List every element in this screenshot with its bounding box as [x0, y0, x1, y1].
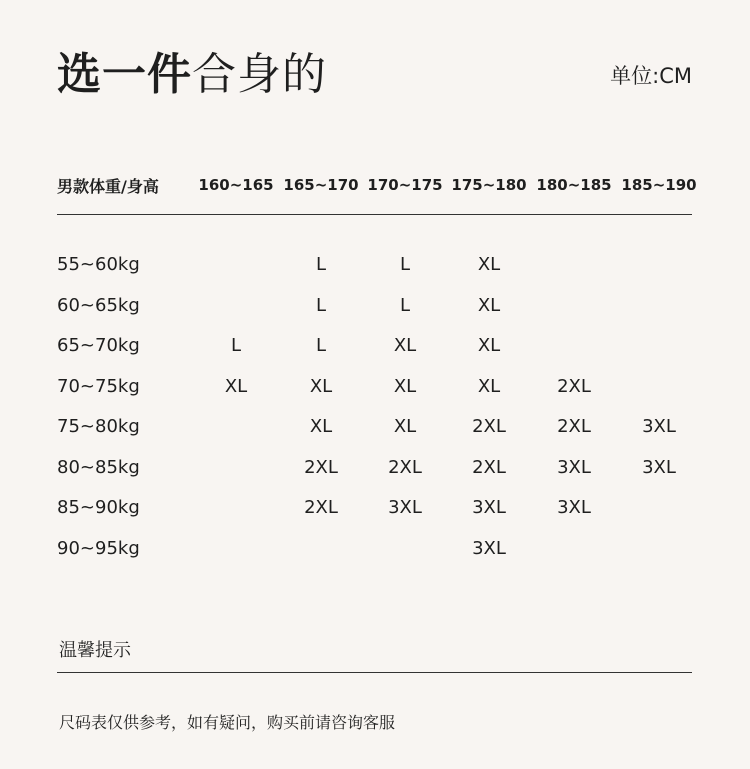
unit-label: 单位:CM [610, 64, 692, 88]
size-cell: 3XL [642, 456, 676, 478]
weight-label: 55~60kg [57, 254, 140, 275]
weight-label: 65~70kg [57, 335, 140, 356]
size-cell: 3XL [642, 416, 676, 437]
height-column-header: 170~175 [367, 176, 443, 194]
size-cell: 2XL [557, 375, 591, 397]
table-row [57, 254, 692, 284]
size-cell: 2XL [388, 456, 422, 478]
size-cell: L [315, 254, 327, 275]
height-column-header: 180~185 [536, 176, 612, 194]
size-cell: XL [309, 375, 333, 397]
size-cell: XL [477, 294, 501, 316]
height-column-header: 185~190 [621, 176, 697, 194]
size-cell: L [399, 294, 411, 316]
weight-label: 85~90kg [57, 497, 140, 518]
size-cell: L [315, 294, 327, 316]
title-light-part: 合身的 [192, 49, 327, 100]
table-row [57, 457, 692, 487]
tips-text: 尺码表仅供参考，如有疑问，购买前请咨询客服 [59, 713, 396, 732]
table-row [57, 335, 692, 365]
size-cell: 3XL [388, 497, 422, 518]
size-cell: L [230, 335, 242, 356]
size-cell: XL [477, 254, 501, 275]
table-row [57, 295, 692, 325]
weight-label: 80~85kg [57, 456, 140, 478]
size-cell: 3XL [557, 456, 591, 478]
size-cell: 2XL [472, 416, 506, 437]
size-cell: 2XL [304, 497, 338, 518]
size-cell: XL [477, 375, 501, 397]
table-row [57, 538, 692, 568]
table-row [57, 376, 692, 406]
tips-title: 温馨提示 [59, 640, 131, 661]
weight-label: 70~75kg [57, 375, 140, 397]
weight-label: 75~80kg [57, 416, 140, 437]
table-row [57, 416, 692, 446]
size-cell: L [399, 254, 411, 275]
weight-label: 60~65kg [57, 294, 140, 316]
height-column-header: 175~180 [451, 176, 527, 194]
size-cell: 3XL [472, 537, 506, 559]
size-cell: XL [477, 335, 501, 356]
page-title [57, 45, 327, 105]
height-column-header: 160~165 [198, 176, 274, 194]
size-cell: XL [393, 416, 417, 437]
weight-label: 90~95kg [57, 537, 140, 559]
size-cell: L [315, 335, 327, 356]
size-cell: XL [309, 416, 333, 437]
height-column-header: 165~170 [283, 176, 359, 194]
size-table-header [57, 174, 697, 200]
size-cell: 2XL [472, 456, 506, 478]
title-bold-part: 选一件 [57, 49, 192, 100]
corner-label: 男款体重/身高 [57, 177, 159, 196]
size-cell: XL [224, 375, 248, 397]
size-cell: XL [393, 375, 417, 397]
size-cell: 3XL [557, 497, 591, 518]
size-cell: XL [393, 335, 417, 356]
header-divider [57, 214, 692, 215]
size-cell: 2XL [304, 456, 338, 478]
table-row [57, 497, 692, 527]
tips-divider [57, 672, 692, 673]
size-cell: 3XL [472, 497, 506, 518]
size-cell: 2XL [557, 416, 591, 437]
